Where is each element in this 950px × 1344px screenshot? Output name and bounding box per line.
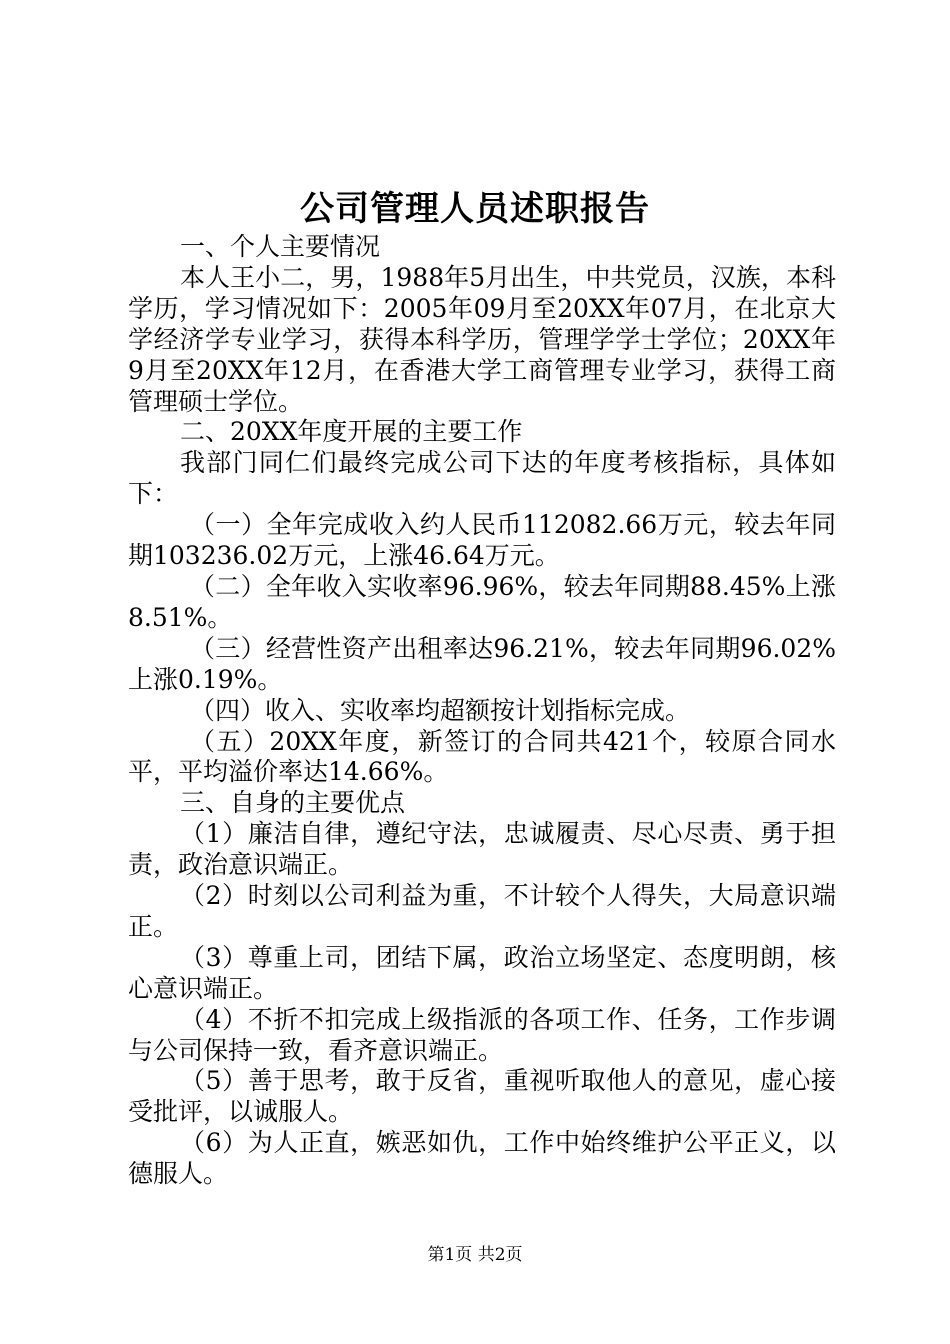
work-item-4: （四）收入、实收率均超额按计划指标完成。 bbox=[190, 695, 691, 725]
document-title: 公司管理人员述职报告 bbox=[300, 189, 650, 229]
document-body bbox=[128, 232, 836, 1190]
paragraph-work-intro: 我部门同仁们最终完成公司下达的年度考核指标，具体如下： bbox=[128, 448, 836, 509]
strength-item-1: （1）廉洁自律，遵纪守法，忠诚履责、尽心尽责、勇于担责，政治意识端正。 bbox=[128, 819, 836, 880]
work-item-5: （五）20XX年度，新签订的合同共421个，较原合同水平，平均溢价率达14.66%。 bbox=[128, 726, 836, 787]
strength-item-4: （4）不折不扣完成上级指派的各项工作、任务，工作步调与公司保持一致，看齐意识端正。 bbox=[128, 1004, 836, 1065]
paragraph-personal-info: 本人王小二，男，1988年5月出生，中共党员，汉族，本科学历，学习情况如下：2005年09月至20XX年07月，在北京大学经济学专业学习，获得本科学历，管理学学士学位；20XX年9月至20XX年12月，在香港大学工商管理专业学习，获得工商管理硕士学位。 bbox=[128, 262, 836, 416]
work-item-1: （一）全年完成收入约人民币112082.66万元，较去年同期103236.02万元，上涨46.64万元。 bbox=[128, 510, 836, 571]
strength-item-3: （3）尊重上司，团结下属，政治立场坚定、态度明朗，核心意识端正。 bbox=[128, 942, 836, 1003]
strength-item-5: （5）善于思考，敢于反省，重视听取他人的意见，虚心接受批评，以诚服人。 bbox=[128, 1066, 836, 1127]
section-heading-personal: 一、个人主要情况 bbox=[180, 232, 381, 261]
strength-item-6: （6）为人正直，嫉恶如仇，工作中始终维护公平正义，以德服人。 bbox=[128, 1128, 836, 1189]
work-item-2: （二）全年收入实收率96.96%，较去年同期88.45%上涨8.51%。 bbox=[128, 571, 836, 632]
section-heading-strengths: 三、自身的主要优点 bbox=[180, 788, 406, 818]
strength-item-2: （2）时刻以公司利益为重，不计较个人得失，大局意识端正。 bbox=[128, 881, 836, 941]
page-footer: 第1页 共2页 bbox=[427, 1245, 523, 1265]
section-heading-work: 二、20XX年度开展的主要工作 bbox=[180, 417, 523, 447]
work-item-3: （三）经营性资产出租率达96.21%，较去年同期96.02%上涨0.19%。 bbox=[128, 633, 836, 694]
